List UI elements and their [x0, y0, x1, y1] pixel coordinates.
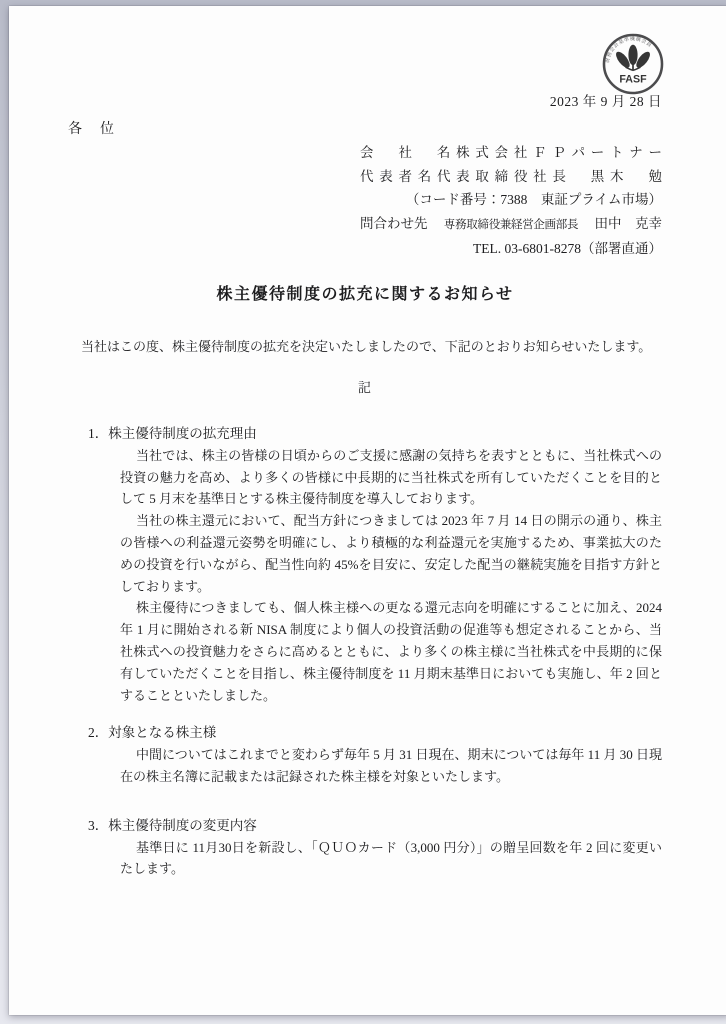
representative-value: 代表取締役社長 黒木 勉 — [436, 168, 663, 184]
document-title: 株主優待制度の拡充に関するお知らせ — [216, 285, 514, 303]
document-page — [9, 6, 726, 1015]
section-3-heading: 3．株主優待制度の変更内容 — [88, 817, 257, 833]
section-1-heading: 1．株主優待制度の拡充理由 — [88, 426, 257, 442]
section-change-details — [68, 815, 662, 880]
logo-arc-text: 財務会計基準機構会員 — [605, 37, 653, 64]
telephone-row: TEL. 03-6801-8278（部署直通） — [473, 241, 662, 256]
contact-name: 田中 克幸 — [594, 215, 662, 231]
section-expansion-reason — [68, 423, 662, 706]
section-1-paragraph: 当社では、株主の皆様の日頃からのご支援に感謝の気持ちを表すとともに、当社株式への投資の魅力を高め、より多くの皆様に中長期的に当社株式を所有していただくことを目的として 5 月末を基準日とする株主優待制度を導入しております。 — [120, 447, 662, 507]
section-eligible-shareholders — [68, 722, 662, 787]
section-1-paragraph: 株主優待につきましても、個人株主様への更なる還元志向を明確にすることに加え、2024 年 1 月に開始される新 NISA 制度により個人の投資活動の促進等も想定されることから、当社株式への投資魅力をさらに高めるとともに、より多くの株主様に当社株式を中長期的に保有していただくことを目指し、株主優待制度を 11 月期末基準日においても実施し、年 2 回とすることといたしました。 — [120, 600, 662, 703]
record-mark: 記 — [357, 380, 372, 396]
section-1-paragraph: 当社の株主還元において、配当方針につきましては 2023 年 7 月 14 日の開示の通り、株主の皆様への利益還元姿勢を明確にし、より積極的な利益還元を実施するため、事業拡大のための投資を行いながら、配当性向約 45%を目安に、安定した配当の継続実施を目指す方針としております。 — [120, 513, 662, 594]
logo-fasf-label: FASF — [619, 73, 647, 86]
company-name-label: 会 社 名 — [360, 145, 457, 160]
contact-title: 専務取締役兼経営企画部長 — [443, 218, 579, 231]
representative-row — [360, 165, 662, 189]
company-name-row — [360, 141, 662, 165]
contact-row — [360, 212, 662, 238]
salutation: 各 位 — [68, 122, 116, 137]
issuer-info-block — [360, 141, 662, 261]
company-name-value: 株式会社ＦＰパートナー — [456, 145, 663, 160]
section-3-paragraph: 基準日に 11月30日を新設し、「ＱＵＯカード（3,000 円分）」の贈呈回数を年 2 回に変更いたします。 — [120, 839, 662, 877]
stock-code-row: （コード番号：7388 東証プライム市場） — [405, 192, 662, 207]
document-content — [9, 6, 726, 1015]
section-2-paragraph: 中間についてはこれまでと変わらず毎年 5 月 31 日現在、期末については毎年 11 月 30 日現在の株主名簿に記載または記録された株主様を対象といたします。 — [120, 747, 662, 785]
representative-label: 代表者名 — [360, 168, 437, 184]
section-2-heading: 2．対象となる株主様 — [88, 725, 217, 741]
contact-label: 問合わせ先 — [360, 215, 428, 231]
intro-paragraph: 当社はこの度、株主優待制度の拡充を決定いたしましたので、下記のとおりお知らせいたします。 — [81, 338, 652, 354]
document-date: 2023 年 9 月 28 日 — [549, 94, 662, 109]
